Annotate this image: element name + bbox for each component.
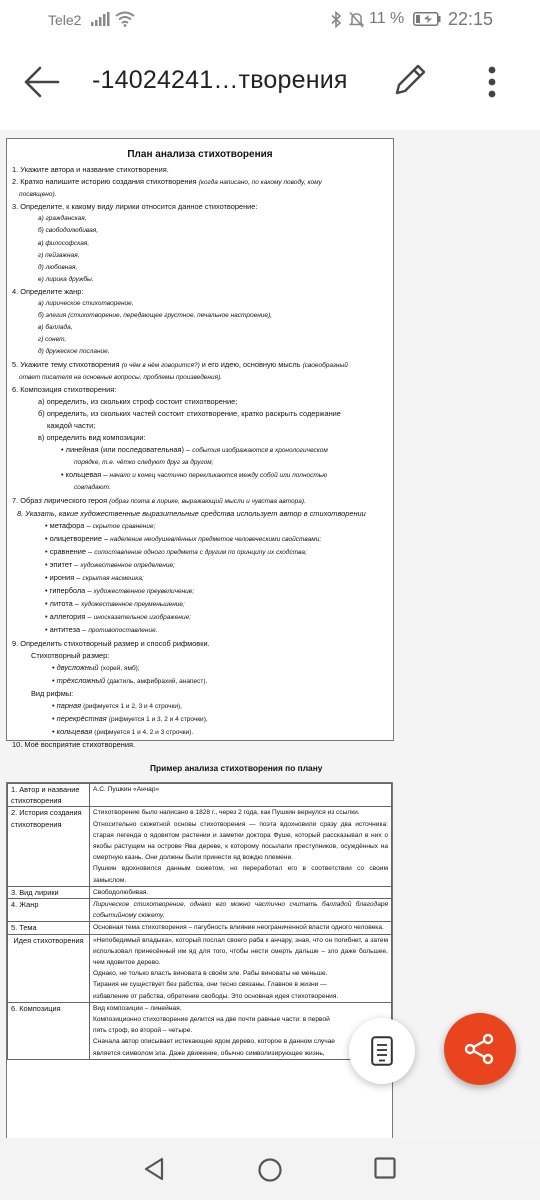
row-content: Лирическое стихотворение, однако его можно частично считать балладой благодаря событийному сюжету. — [90, 899, 392, 922]
paragraph: «Непобедимый владыка», который послал своего раба к анчару, зная, что он погибнет, а затем использовал принесённый им яд для того, чтобы нести смерть дальше – зло даже большее, чем ядовитое дерево. — [93, 936, 388, 967]
plan-subitem: б) определить, из скольких частей состоит стихотворение, кратко раскрыть содержание — [38, 408, 341, 418]
plan-bullet: • парная (рифмуется 1 и 2, 3 и 4 строчки), — [52, 701, 182, 711]
row-content — [90, 934, 392, 1002]
reading-mode-button[interactable] — [349, 1018, 415, 1084]
plan-bullet: • линейная (или последовательная) – события изображаются в хронологическом — [61, 445, 328, 455]
plan-subitem: а) определить, из скольких строф состоит стихотворение; — [38, 396, 238, 406]
paragraph: Стихотворение было написано в 1828 г., через 2 года, как Пушкин вернулся из ссылки. — [93, 809, 360, 817]
row-content: Свободолюбивая. — [90, 886, 392, 898]
plan-subitem: Стихотворный размер: — [31, 650, 110, 660]
example-table — [7, 783, 392, 1060]
row-header: 4. Жанр — [8, 899, 90, 922]
plan-subitem: в) определить вид композиции: — [38, 433, 146, 443]
plan-item: 10. Моё восприятие стихотворения. — [12, 740, 136, 750]
document-reader-icon — [371, 1036, 393, 1066]
battery-icon — [413, 12, 441, 31]
plan-item: 8. Указать, какие художественные выразительные средства использует автор в стихотворении — [17, 508, 366, 518]
plan-bullet: • эпитет – художественное определение; — [45, 560, 175, 569]
document-page-plan — [6, 138, 394, 750]
plan-subitem: а) лирическое стихотворение, — [38, 300, 134, 308]
row-content: Основная тема стихотворения – пагубность влияние неограниченной власти одного человека. — [90, 922, 392, 934]
bluetooth-icon — [331, 11, 342, 33]
table-row — [8, 784, 392, 807]
mute-icon — [348, 11, 365, 33]
plan-item: 1. Укажите автора и название стихотворения. — [12, 165, 169, 174]
plan-bullet: • перекрёстная (рифмуется 1 и 3, 2 и 4 строчки), — [52, 714, 208, 724]
plan-bullet: • кольцевая – начало и конец частично перекликаются между собой или полностью — [61, 470, 328, 480]
plan-bullet: • двусложный (хорей, ямб); — [52, 662, 140, 672]
plan-subitem: в) философская, — [38, 239, 90, 247]
back-arrow-icon[interactable] — [22, 62, 62, 102]
plan-item: 2. Кратко напишите историю создания стихотворения (когда написано, по какому поводу, кому — [12, 177, 322, 187]
nav-recents-icon[interactable] — [374, 1157, 396, 1184]
paragraph: Тирания не существует без рабства, они тесно связаны. Главное в жизни — — [93, 981, 327, 989]
plan-subitem: е) лирика дружбы. — [38, 275, 94, 283]
plan-subitem: д) любовная, — [38, 263, 78, 271]
plan-list — [11, 164, 389, 751]
plan-item: 6. Композиция стихотворения: — [12, 384, 117, 394]
plan-bullet: • метафора – скрытое сравнение; — [45, 520, 156, 530]
plan-item: 5. Укажите тему стихотворения (о чём в нём говорится?) и его идею, основную мысль (своеобразный — [12, 359, 348, 369]
plan-subitem: г) пейзажная, — [38, 251, 80, 259]
row-content — [90, 1002, 392, 1059]
carrier-name: Tele2 — [48, 12, 82, 28]
table-row — [8, 934, 392, 1002]
battery-percent: 11 % — [369, 10, 405, 27]
plan-bullet: • трёхсложный (дактиль, амфибрахий, анапест). — [52, 675, 208, 685]
plan-subitem: в) баллада, — [38, 324, 73, 332]
plan-subitem: г) сонет, — [38, 336, 67, 344]
row-header: 1. Автор и название стихотворения — [8, 784, 90, 807]
row-header: 5. Тема — [8, 922, 90, 934]
plan-bullet: • литота – художественное преуменьшение; — [45, 599, 185, 609]
system-nav-bar — [0, 1138, 540, 1200]
more-vert-icon[interactable] — [480, 64, 504, 100]
plan-bullet: порядке, т.е. чётко следуют друг за другом; — [74, 459, 214, 467]
table-row — [8, 1002, 392, 1059]
clock: 22:15 — [448, 9, 494, 29]
row-header: Идея стихотворения — [8, 934, 90, 1002]
plan-item: 7. Образ лирического героя (образ поэта в лирике, выражающий мысли и чувства автора). — [12, 495, 306, 505]
wifi-icon — [115, 11, 135, 32]
plan-item: посвящено). — [19, 191, 57, 199]
document-viewer[interactable] — [0, 130, 540, 1138]
example-title: Пример анализа стихотворения по плану — [150, 763, 323, 773]
plan-bullet: совпадают. — [74, 484, 111, 492]
signal-icon — [91, 12, 111, 31]
paragraph: Композиционно стихотворение делится на две почти равные части: в первой — [93, 1016, 330, 1024]
plan-item: ответ писателя на основные вопросы, проблемы произведения). — [19, 373, 223, 381]
plan-title: План анализа стихотворения — [127, 149, 273, 160]
paragraph: является символом зла. Даже движение, обычно символизирующее жизнь, — [93, 1049, 325, 1057]
edit-pencil-icon[interactable] — [392, 62, 428, 98]
row-content: А.С. Пушкин «Анчар» — [90, 784, 392, 807]
paragraph: Однако, не только власть виновата в своём зле. Рабы виноваты не меньше. — [93, 970, 328, 978]
paragraph: Относительно сюжетной основы стихотворения — поэта вдохновили сразу два источника: старая легенда о ядовитом растении и заметки доктора Фуше, который рассказывал в них о якобы растущем на острове Ява дереве, к которому посылали преступников, осуждённых на смертную казнь. Они должны были принести яд вождю племени. — [93, 820, 388, 862]
share-button[interactable] — [444, 1013, 516, 1085]
paragraph: Сначала автор описывает истекающее ядом дерево, которое в данном случае — [93, 1038, 335, 1046]
paragraph: избавление от рабства, обретение свободы. Это основная идея стихотворения. — [93, 992, 339, 1000]
nav-back-icon[interactable] — [143, 1157, 165, 1186]
share-icon — [464, 1033, 496, 1065]
paragraph: Вид композиции – линейная. — [93, 1004, 182, 1012]
table-row — [8, 886, 392, 898]
plan-bullet: • антитеза – противопоставление. — [45, 625, 158, 635]
paragraph: пять строф, во второй – четыре. — [93, 1027, 193, 1035]
table-row — [8, 899, 392, 922]
plan-subitem: б) свободолюбивая, — [38, 227, 99, 235]
plan-bullet: • кольцевая (рифмуется 1 и 4, 2 и 3 строчки). — [52, 727, 194, 737]
row-content — [90, 807, 392, 886]
plan-item: 3. Определите, к какому виду лирики относится данное стихотворение: — [12, 202, 258, 212]
plan-bullet: • олицетворение – наделение неодушевлённых предметов человеческими свойствами; — [45, 533, 322, 543]
paragraph: Пушкин вдохновился данным сюжетом, но переработал его в соответствии со своим замыслом. — [93, 865, 388, 884]
row-header: 6. Композиция — [8, 1002, 90, 1059]
plan-item: 9. Определить стихотворный размер и способ рифмовки. — [12, 638, 210, 648]
plan-bullet: • аллегория – иносказательное изображение; — [45, 612, 192, 622]
row-header: 3. Вид лирики — [8, 886, 90, 898]
plan-subitem: д) дружеское послание. — [38, 348, 110, 356]
plan-bullet: • гипербола – художественное преувеличение; — [45, 586, 195, 596]
plan-bullet: • ирония – скрытая насмешка; — [45, 573, 144, 583]
document-page-example — [6, 782, 393, 1138]
document-title: -14024241…творения — [92, 66, 348, 94]
plan-subitem: б) элегия (стихотворение, передающее грустное, печальное настроение), — [38, 312, 273, 320]
plan-subitem: каждой части; — [47, 420, 96, 430]
plan-item: 4. Определите жанр: — [12, 286, 84, 296]
nav-home-icon[interactable] — [257, 1157, 283, 1188]
plan-subitem: а) гражданская, — [38, 215, 87, 223]
row-header: 2. История создания стихотворения — [8, 807, 90, 886]
plan-bullet: • сравнение – сопоставление одного предмета с другим по принципу их сходства; — [45, 546, 307, 556]
table-row — [8, 807, 392, 886]
status-bar — [0, 0, 540, 40]
plan-subitem: Вид рифмы: — [31, 688, 74, 698]
app-bar — [0, 44, 540, 118]
table-row — [8, 922, 392, 934]
